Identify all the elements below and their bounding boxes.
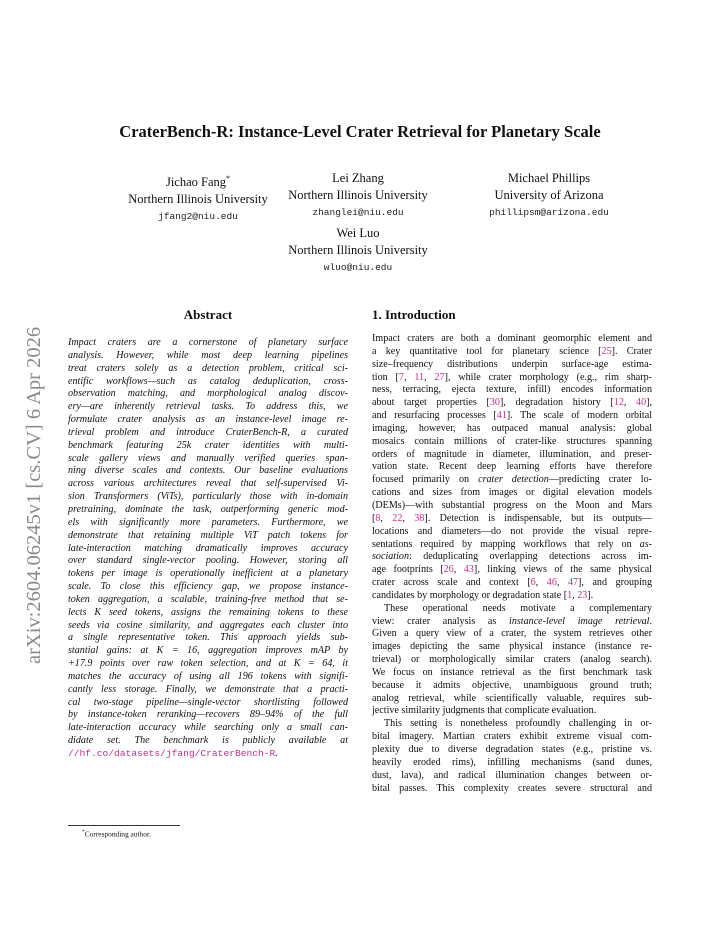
body-text: , [556,577,568,589]
introduction-line [372,757,652,770]
body-text: These operational needs motivate a complementary [384,602,652,614]
citation-link[interactable]: 7 [398,371,404,383]
introduction-line [372,372,652,385]
abstract-line: seeds via cosine similarity, and aggregates each cluster into [68,619,348,631]
introduction-line [372,513,652,526]
introduction-line [372,616,652,629]
introduction-line [372,526,652,539]
emphasis-text: sociation [372,551,410,563]
author-affiliation: University of Arizona [494,188,604,202]
body-text: because it admits objective, unambiguous ground truth; [372,679,652,691]
author-block-2 [248,170,468,222]
abstract-line: +17.9 points over raw token selection, and at K = 64, it [68,658,348,670]
body-text: heavily eroded rims), infilling mechanisms (sand dunes, [372,756,652,768]
introduction-line [372,449,652,462]
author-name: Lei Zhang [332,171,384,185]
introduction-line [372,731,652,744]
abstract-line: entific workflows—such as catalog deduplication, cross- [68,375,348,387]
author-email[interactable]: zhanglei@niu.edu [312,207,404,218]
citation-link[interactable]: 41 [496,410,507,422]
introduction-line [372,346,652,359]
body-text: view: crater analysis as [372,615,510,627]
body-text: bital imagery. Martian craters exhibit extreme visual com- [372,731,652,743]
body-text: Impact craters are both a dominant geomorphic element and [372,333,652,344]
body-text: : deduplicating overlapping detections across im- [409,551,652,563]
body-text: size–frequency distributions underpin surface-age estima- [372,358,652,370]
introduction-line [372,436,652,449]
introduction-line [372,693,652,706]
author-block-4 [248,225,468,277]
body-text: analog retrieval, while scientifically valuable, requires sub- [372,692,652,704]
arxiv-identifier [16,268,48,668]
body-text: jective similarity judgments that complicate evaluation. [372,705,597,717]
abstract-line: observation matching, and morphological analog discov- [68,388,348,400]
body-text: , [403,371,415,383]
emphasis-text: as- [639,538,652,550]
abstract-text [68,337,348,761]
body-text: , [402,512,415,524]
abstract-line: analysis. However, while most deep learning pipelines [68,349,348,361]
introduction-line [372,397,652,410]
body-text: sentations required by mapping workflows that rely on [372,538,640,550]
introduction-line [372,667,652,680]
author-name: Wei Luo [336,226,380,240]
citation-link[interactable]: 30 [489,397,500,409]
body-text: . [649,615,652,627]
citation-link[interactable]: 38 [414,512,425,524]
citation-link[interactable]: 27 [434,371,445,383]
body-text: ]. [587,589,594,601]
introduction-line [372,500,652,513]
author-block-3 [439,170,659,222]
abstract-line: Impact craters are a cornerstone of planetary surface [68,337,348,348]
body-text: , [535,577,547,589]
body-text: [ [372,512,376,524]
body-text: cations and sizes from images or digital elevation models [372,487,652,499]
citation-link[interactable]: 22 [392,512,403,524]
body-text: about target properties [ [372,397,490,409]
body-text: plexity due to diverse degradation states (e.g., pristine vs. [372,744,652,755]
introduction-line [372,577,652,590]
introduction-line [372,783,652,796]
introduction-line [372,333,652,346]
author-name: Michael Phillips [507,171,591,185]
introduction-line [372,603,652,616]
emphasis-text: crater detection [478,474,549,486]
introduction-line [372,654,652,667]
abstract-line: late-interaction accuracy while searching only a small can- [68,722,348,734]
footnote-divider [68,825,180,826]
body-text: , [623,397,637,409]
body-text: vation state. Recent deep learning efforts have therefore [372,461,652,473]
introduction-line [372,564,652,577]
body-text: ]. Crater [611,345,652,357]
introduction-line [372,590,652,603]
abstract-line: treat craters solely as a detection problem, critical sci- [68,362,348,374]
citation-link[interactable]: 1 [567,589,573,601]
body-text: age footprints [ [372,564,444,576]
citation-link[interactable]: 8 [375,512,381,524]
abstract-line: across various architectures reveal that self-supervised Vi- [68,478,348,490]
section-heading-introduction: 1. Introduction [372,307,456,322]
body-text: —predicting crater lo- [548,474,653,486]
introduction-line [372,551,652,564]
body-text: candidates by morphology or degradation state [ [372,589,568,601]
abstract-line: tokens per image is operationally inefficient at a planetary [68,568,348,580]
body-text: dust, lava), and radical illumination changes between or- [372,769,652,781]
introduction-text [372,333,652,795]
body-text: Given a query view of a crater, the system retrieves other [372,628,652,640]
citation-link[interactable]: 25 [601,345,612,357]
citation-link[interactable]: 26 [443,564,454,576]
abstract-line: didate set. The benchmark is publicly available at [68,735,348,747]
paper-title: CraterBench-R: Instance-Level Crater Retrieval for Planetary Scale [119,122,601,141]
body-text: ], degradation history [ [499,397,614,409]
citation-link[interactable]: 23 [577,589,588,601]
citation-link[interactable]: 47 [567,577,579,589]
abstract-line: trieval problem and introduce CraterBench-R, a curated [68,426,348,438]
citation-link[interactable]: 11 [414,371,425,383]
abstract-line: a single representative token. This approach yields sub- [68,632,348,644]
abstract-link-suffix: . [275,748,278,759]
body-text: imaging, however, has outpaced manual analysis: global [372,422,652,434]
introduction-line [372,628,652,641]
introduction-line [372,423,652,436]
citation-link[interactable]: 12 [613,397,624,409]
author-email[interactable]: wluo@niu.edu [323,262,393,273]
introduction-line [372,641,652,654]
abstract-line: scale. To close this efficiency gap, we propose instance- [68,581,348,593]
abstract-line: matches the accuracy of using all 196 tokens with signifi- [68,670,348,682]
abstract-heading: Abstract [183,307,233,322]
citation-link[interactable]: 43 [463,564,474,576]
introduction-line [372,359,652,372]
citation-link[interactable]: 6 [530,577,536,589]
citation-link[interactable]: 40 [636,397,647,409]
body-text: ness, terracing, ejecta texture, infill) encodes information [372,384,652,396]
introduction-line [372,770,652,783]
introduction-line [372,705,652,718]
body-text: crater across scale and context [ [372,577,531,589]
body-text: ], while crater morphology (e.g., rim sharp- [444,371,653,383]
body-text: , [424,371,435,383]
abstract-line: ery—are inherently retrieval tasks. To address this, we [68,401,348,413]
body-text: ], [646,397,652,409]
abstract-line: formulate crater analysis as an instance-level image re- [68,414,348,426]
body-text: ]. The scale of modern orbital [506,410,652,422]
body-text: , [380,512,393,524]
abstract-line: scale gallery views and manually verified queries span- [68,452,348,464]
abstract-line: cantly less storage. Finally, we demonstrate that a practi- [68,683,348,695]
footnote: *Corresponding author. [82,829,151,839]
body-text: a key quantitative tool for planetary science [ [372,345,602,357]
body-text: (DEMs)—with substantial progress on the Moon and Mars [372,499,652,511]
abstract-line: by instance-token reranking—recovers 89–94% of the full [68,709,348,721]
body-text: ], and grouping [578,577,653,589]
body-text: images depicting the same physical instance (instance re- [372,641,652,653]
abstract-line: over standard single-vector pooling. However, storing all [68,555,348,567]
author-name: Jichao Fang* [165,174,231,190]
arxiv-id-text: arXiv:2604.06245v1 [cs.CV] 6 Apr 2026 [23,326,45,664]
body-text: , [453,564,464,576]
body-text: mosaics contain millions of crater-like structures spanning [372,435,652,447]
abstract-line: els with significantly more parameters. Furthermore, we [68,516,348,528]
introduction-line [372,461,652,474]
body-text: This setting is nonetheless profoundly challenging in or- [384,718,652,730]
introduction-line [372,718,652,731]
abstract-line: token aggregation, a scalable, training-free method that se- [68,593,348,605]
dataset-link[interactable]: //hf.co/datasets/jfang/CraterBench-R [68,748,276,759]
body-text: ], linking views of the same physical [473,564,652,576]
body-text: locations and diameters—do not provide the visual repre- [372,525,652,537]
introduction-line [372,487,652,500]
abstract-line: pretraining, dominate the task, outperforming generic mod- [68,503,348,515]
introduction-line [372,744,652,757]
body-text: , [572,589,578,601]
author-affiliation: Northern Illinois University [288,243,428,257]
abstract-line: benchmark featuring 25k crater identities with multi- [68,439,348,451]
abstract-line: stantial gains: at K = 16, aggregation improves mAP by [68,645,348,657]
introduction-line [372,474,652,487]
introduction-line [372,384,652,397]
emphasis-text: instance-level image retrieval [509,615,650,627]
abstract-line: lects K seed tokens, assigns the remaining tokens to these [68,606,348,618]
body-text: and resurfacing processes [ [372,410,497,422]
body-text: orders of magnitude in diameter, illumination, and preser- [372,448,652,460]
author-email[interactable]: phillipsm@arizona.edu [489,207,609,218]
abstract-line: demonstrate that retaining multiple ViT patch tokens for [68,529,348,541]
author-email[interactable]: jfang2@niu.edu [158,211,238,223]
body-text: trieval) or morphologically similar craters (analog search). [372,654,652,666]
abstract-line [68,748,348,761]
introduction-line [372,539,652,552]
citation-link[interactable]: 46 [546,577,557,589]
introduction-line [372,680,652,693]
abstract-line: cal two-stage pipeline—single-vector shortlisting followed [68,696,348,708]
author-affiliation: Northern Illinois University [128,192,268,207]
body-text: ]. Detection is indispensable, but its outputs— [424,512,653,524]
body-text: bital passes. This complexity creates severe structural and [372,782,652,794]
abstract-line: late-interaction matching dramatically improves accuracy [68,542,348,554]
body-text: We focus on instance retrieval as the first benchmark task [372,666,652,678]
introduction-line [372,410,652,423]
body-text: tion [ [372,371,399,383]
body-text: focused primarily on [372,474,479,486]
abstract-line: sion Transformers (ViTs), particularly those with in-domain [68,491,348,503]
abstract-line: ning diverse scales and contexts. Our baseline evaluations [68,465,348,477]
author-affiliation: Northern Illinois University [288,188,428,202]
